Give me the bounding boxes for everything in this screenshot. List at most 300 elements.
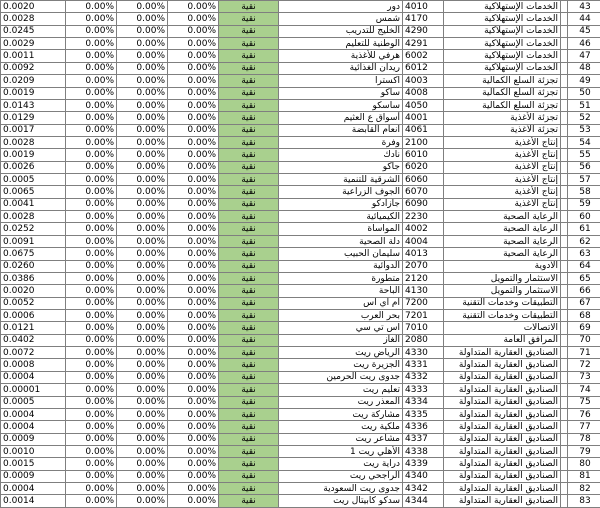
percent-cell-3[interactable]: 0.00% [168, 272, 219, 284]
sector-cell[interactable]: الخدمات الإستهلاكية [444, 13, 561, 25]
percent-cell-3[interactable]: 0.00% [168, 297, 219, 309]
row-number-cell[interactable]: 66 [568, 285, 600, 297]
percent-cell-2[interactable]: 0.00% [117, 347, 168, 359]
row-number-cell[interactable]: 47 [568, 50, 600, 62]
percent-cell-3[interactable]: 0.00% [168, 38, 219, 50]
company-code-cell[interactable]: 4061 [403, 124, 444, 136]
percent-cell-3[interactable]: 0.00% [168, 136, 219, 148]
percent-cell-3[interactable]: 0.00% [168, 421, 219, 433]
column-gap[interactable] [561, 136, 568, 148]
sector-cell[interactable]: الرعاية الصحية [444, 248, 561, 260]
company-name-cell[interactable]: أسواق ع العثيم [279, 112, 403, 124]
percent-cell-2[interactable]: 0.00% [117, 483, 168, 495]
percent-cell-1[interactable]: 0.00% [66, 1, 117, 13]
percent-cell-1[interactable]: 0.00% [66, 322, 117, 334]
ratio-cell[interactable]: 0.0143 [1, 99, 66, 111]
status-cell[interactable]: نقية [219, 50, 279, 62]
sector-cell[interactable]: إنتاج الأغذية [444, 149, 561, 161]
row-number-cell[interactable]: 82 [568, 483, 600, 495]
percent-cell-3[interactable]: 0.00% [168, 186, 219, 198]
column-gap[interactable] [561, 384, 568, 396]
ratio-cell[interactable]: 0.0091 [1, 235, 66, 247]
row-number-cell[interactable]: 63 [568, 248, 600, 260]
percent-cell-2[interactable]: 0.00% [117, 223, 168, 235]
percent-cell-2[interactable]: 0.00% [117, 334, 168, 346]
ratio-cell[interactable]: 0.0008 [1, 359, 66, 371]
percent-cell-2[interactable]: 0.00% [117, 198, 168, 210]
percent-cell-3[interactable]: 0.00% [168, 174, 219, 186]
status-cell[interactable]: نقية [219, 371, 279, 383]
percent-cell-3[interactable]: 0.00% [168, 161, 219, 173]
ratio-cell[interactable]: 0.0015 [1, 458, 66, 470]
sector-cell[interactable]: التطبيقات وخدمات التقنية [444, 297, 561, 309]
ratio-cell[interactable]: 0.0020 [1, 1, 66, 13]
company-code-cell[interactable]: 7201 [403, 309, 444, 321]
percent-cell-1[interactable]: 0.00% [66, 396, 117, 408]
percent-cell-3[interactable]: 0.00% [168, 445, 219, 457]
sector-cell[interactable]: تجزئة السلع الكمالية [444, 87, 561, 99]
percent-cell-1[interactable]: 0.00% [66, 371, 117, 383]
column-gap[interactable] [561, 347, 568, 359]
percent-cell-1[interactable]: 0.00% [66, 347, 117, 359]
company-code-cell[interactable]: 7200 [403, 297, 444, 309]
status-cell[interactable]: نقية [219, 136, 279, 148]
company-code-cell[interactable]: 4290 [403, 25, 444, 37]
row-number-cell[interactable]: 65 [568, 272, 600, 284]
company-code-cell[interactable]: 4335 [403, 408, 444, 420]
company-name-cell[interactable]: الوطنية للتعليم [279, 38, 403, 50]
company-name-cell[interactable]: ام آي اس [279, 297, 403, 309]
row-number-cell[interactable]: 79 [568, 445, 600, 457]
percent-cell-2[interactable]: 0.00% [117, 309, 168, 321]
row-number-cell[interactable]: 64 [568, 260, 600, 272]
company-name-cell[interactable]: شمس [279, 13, 403, 25]
status-cell[interactable]: نقية [219, 38, 279, 50]
company-name-cell[interactable]: جازادكو [279, 198, 403, 210]
company-name-cell[interactable]: جدوى ريت الحرمين [279, 371, 403, 383]
sector-cell[interactable]: الخدمات الإستهلاكية [444, 50, 561, 62]
row-number-cell[interactable]: 83 [568, 495, 600, 507]
row-number-cell[interactable]: 62 [568, 235, 600, 247]
ratio-cell[interactable]: 0.0029 [1, 38, 66, 50]
row-number-cell[interactable]: 52 [568, 112, 600, 124]
sector-cell[interactable]: الصناديق العقارية المتداولة [444, 433, 561, 445]
percent-cell-1[interactable]: 0.00% [66, 309, 117, 321]
percent-cell-3[interactable]: 0.00% [168, 25, 219, 37]
ratio-cell[interactable]: 0.0041 [1, 198, 66, 210]
percent-cell-3[interactable]: 0.00% [168, 260, 219, 272]
percent-cell-1[interactable]: 0.00% [66, 87, 117, 99]
sector-cell[interactable]: الصناديق العقارية المتداولة [444, 495, 561, 507]
percent-cell-3[interactable]: 0.00% [168, 248, 219, 260]
percent-cell-1[interactable]: 0.00% [66, 186, 117, 198]
ratio-cell[interactable]: 0.00001 [1, 384, 66, 396]
company-name-cell[interactable]: الراجحي ريت [279, 470, 403, 482]
column-gap[interactable] [561, 112, 568, 124]
percent-cell-3[interactable]: 0.00% [168, 309, 219, 321]
column-gap[interactable] [561, 38, 568, 50]
company-name-cell[interactable]: نادك [279, 149, 403, 161]
company-name-cell[interactable]: ملكية ريت [279, 421, 403, 433]
row-number-cell[interactable]: 77 [568, 421, 600, 433]
company-name-cell[interactable]: جدوى ريت السعودية [279, 483, 403, 495]
percent-cell-1[interactable]: 0.00% [66, 149, 117, 161]
percent-cell-2[interactable]: 0.00% [117, 136, 168, 148]
status-cell[interactable]: نقية [219, 1, 279, 13]
company-name-cell[interactable]: تعليم ريت [279, 384, 403, 396]
sector-cell[interactable]: تجزئة السلع الكمالية [444, 75, 561, 87]
percent-cell-2[interactable]: 0.00% [117, 272, 168, 284]
row-number-cell[interactable]: 55 [568, 149, 600, 161]
row-number-cell[interactable]: 71 [568, 347, 600, 359]
ratio-cell[interactable]: 0.0004 [1, 371, 66, 383]
company-name-cell[interactable]: سليمان الحبيب [279, 248, 403, 260]
column-gap[interactable] [561, 421, 568, 433]
percent-cell-1[interactable]: 0.00% [66, 223, 117, 235]
percent-cell-2[interactable]: 0.00% [117, 408, 168, 420]
status-cell[interactable]: نقية [219, 359, 279, 371]
sector-cell[interactable]: الخدمات الإستهلاكية [444, 38, 561, 50]
ratio-cell[interactable]: 0.0009 [1, 433, 66, 445]
sector-cell[interactable]: الرعاية الصحية [444, 223, 561, 235]
row-number-cell[interactable]: 67 [568, 297, 600, 309]
row-number-cell[interactable]: 54 [568, 136, 600, 148]
row-number-cell[interactable]: 44 [568, 13, 600, 25]
column-gap[interactable] [561, 186, 568, 198]
row-number-cell[interactable]: 72 [568, 359, 600, 371]
percent-cell-2[interactable]: 0.00% [117, 1, 168, 13]
sector-cell[interactable]: تجزئة الأغذية [444, 112, 561, 124]
company-code-cell[interactable]: 6002 [403, 50, 444, 62]
company-code-cell[interactable]: 4340 [403, 470, 444, 482]
row-number-cell[interactable]: 51 [568, 99, 600, 111]
percent-cell-3[interactable]: 0.00% [168, 1, 219, 13]
sector-cell[interactable]: الصناديق العقارية المتداولة [444, 384, 561, 396]
column-gap[interactable] [561, 309, 568, 321]
sector-cell[interactable]: الصناديق العقارية المتداولة [444, 458, 561, 470]
sector-cell[interactable]: الصناديق العقارية المتداولة [444, 483, 561, 495]
percent-cell-2[interactable]: 0.00% [117, 384, 168, 396]
company-name-cell[interactable]: الغاز [279, 334, 403, 346]
column-gap[interactable] [561, 470, 568, 482]
percent-cell-2[interactable]: 0.00% [117, 13, 168, 25]
percent-cell-3[interactable]: 0.00% [168, 198, 219, 210]
percent-cell-3[interactable]: 0.00% [168, 62, 219, 74]
percent-cell-3[interactable]: 0.00% [168, 384, 219, 396]
row-number-cell[interactable]: 73 [568, 371, 600, 383]
column-gap[interactable] [561, 483, 568, 495]
company-code-cell[interactable]: 4010 [403, 1, 444, 13]
sector-cell[interactable]: الخدمات الإستهلاكية [444, 25, 561, 37]
percent-cell-3[interactable]: 0.00% [168, 124, 219, 136]
company-code-cell[interactable]: 6020 [403, 161, 444, 173]
column-gap[interactable] [561, 495, 568, 507]
status-cell[interactable]: نقية [219, 433, 279, 445]
company-name-cell[interactable]: الجزيرة ريت [279, 359, 403, 371]
percent-cell-1[interactable]: 0.00% [66, 433, 117, 445]
percent-cell-1[interactable]: 0.00% [66, 174, 117, 186]
company-name-cell[interactable]: ساسكو [279, 99, 403, 111]
column-gap[interactable] [561, 198, 568, 210]
company-name-cell[interactable]: دور [279, 1, 403, 13]
percent-cell-3[interactable]: 0.00% [168, 211, 219, 223]
sector-cell[interactable]: الاتصالات [444, 322, 561, 334]
row-number-cell[interactable]: 45 [568, 25, 600, 37]
ratio-cell[interactable]: 0.0028 [1, 211, 66, 223]
percent-cell-2[interactable]: 0.00% [117, 285, 168, 297]
percent-cell-2[interactable]: 0.00% [117, 211, 168, 223]
ratio-cell[interactable]: 0.0386 [1, 272, 66, 284]
company-name-cell[interactable]: جاكو [279, 161, 403, 173]
company-code-cell[interactable]: 4338 [403, 445, 444, 457]
column-gap[interactable] [561, 433, 568, 445]
company-code-cell[interactable]: 4130 [403, 285, 444, 297]
status-cell[interactable]: نقية [219, 25, 279, 37]
company-name-cell[interactable]: دلة الصحية [279, 235, 403, 247]
sector-cell[interactable]: إنتاج الأغذية [444, 136, 561, 148]
status-cell[interactable]: نقية [219, 161, 279, 173]
company-code-cell[interactable]: 4170 [403, 13, 444, 25]
company-code-cell[interactable]: 4342 [403, 483, 444, 495]
percent-cell-1[interactable]: 0.00% [66, 334, 117, 346]
percent-cell-3[interactable]: 0.00% [168, 112, 219, 124]
sector-cell[interactable]: الاستثمار والتمويل [444, 272, 561, 284]
ratio-cell[interactable]: 0.0010 [1, 445, 66, 457]
company-code-cell[interactable]: 4050 [403, 99, 444, 111]
percent-cell-3[interactable]: 0.00% [168, 235, 219, 247]
ratio-cell[interactable]: 0.0260 [1, 260, 66, 272]
percent-cell-3[interactable]: 0.00% [168, 87, 219, 99]
ratio-cell[interactable]: 0.0009 [1, 470, 66, 482]
percent-cell-3[interactable]: 0.00% [168, 99, 219, 111]
percent-cell-1[interactable]: 0.00% [66, 50, 117, 62]
column-gap[interactable] [561, 99, 568, 111]
ratio-cell[interactable]: 0.0092 [1, 62, 66, 74]
status-cell[interactable]: نقية [219, 211, 279, 223]
column-gap[interactable] [561, 297, 568, 309]
status-cell[interactable]: نقية [219, 260, 279, 272]
row-number-cell[interactable]: 80 [568, 458, 600, 470]
column-gap[interactable] [561, 445, 568, 457]
percent-cell-1[interactable]: 0.00% [66, 112, 117, 124]
column-gap[interactable] [561, 87, 568, 99]
company-code-cell[interactable]: 6090 [403, 198, 444, 210]
status-cell[interactable]: نقية [219, 347, 279, 359]
sector-cell[interactable]: إنتاج الأغذية [444, 186, 561, 198]
percent-cell-3[interactable]: 0.00% [168, 371, 219, 383]
company-code-cell[interactable]: 4337 [403, 433, 444, 445]
column-gap[interactable] [561, 371, 568, 383]
percent-cell-1[interactable]: 0.00% [66, 272, 117, 284]
row-number-cell[interactable]: 76 [568, 408, 600, 420]
percent-cell-1[interactable]: 0.00% [66, 470, 117, 482]
percent-cell-1[interactable]: 0.00% [66, 62, 117, 74]
status-cell[interactable]: نقية [219, 297, 279, 309]
percent-cell-2[interactable]: 0.00% [117, 371, 168, 383]
sector-cell[interactable]: تجزئة الأغذية [444, 124, 561, 136]
status-cell[interactable]: نقية [219, 223, 279, 235]
percent-cell-3[interactable]: 0.00% [168, 359, 219, 371]
company-code-cell[interactable]: 6060 [403, 174, 444, 186]
row-number-cell[interactable]: 56 [568, 161, 600, 173]
ratio-cell[interactable]: 0.0245 [1, 25, 66, 37]
row-number-cell[interactable]: 74 [568, 384, 600, 396]
ratio-cell[interactable]: 0.0004 [1, 483, 66, 495]
column-gap[interactable] [561, 285, 568, 297]
status-cell[interactable]: نقية [219, 149, 279, 161]
row-number-cell[interactable]: 58 [568, 186, 600, 198]
company-code-cell[interactable]: 6012 [403, 62, 444, 74]
percent-cell-2[interactable]: 0.00% [117, 495, 168, 507]
percent-cell-3[interactable]: 0.00% [168, 483, 219, 495]
company-name-cell[interactable]: الشرقية للتنمية [279, 174, 403, 186]
row-number-cell[interactable]: 50 [568, 87, 600, 99]
percent-cell-3[interactable]: 0.00% [168, 408, 219, 420]
percent-cell-1[interactable]: 0.00% [66, 211, 117, 223]
percent-cell-1[interactable]: 0.00% [66, 198, 117, 210]
ratio-cell[interactable]: 0.0028 [1, 136, 66, 148]
percent-cell-1[interactable]: 0.00% [66, 99, 117, 111]
sector-cell[interactable]: الرعاية الصحية [444, 235, 561, 247]
sector-cell[interactable]: إنتاج الأغذية [444, 161, 561, 173]
column-gap[interactable] [561, 359, 568, 371]
row-number-cell[interactable]: 78 [568, 433, 600, 445]
percent-cell-1[interactable]: 0.00% [66, 75, 117, 87]
row-number-cell[interactable]: 70 [568, 334, 600, 346]
status-cell[interactable]: نقية [219, 334, 279, 346]
ratio-cell[interactable]: 0.0011 [1, 50, 66, 62]
company-name-cell[interactable]: أنعام القابضة [279, 124, 403, 136]
row-number-cell[interactable]: 43 [568, 1, 600, 13]
percent-cell-2[interactable]: 0.00% [117, 297, 168, 309]
row-number-cell[interactable]: 46 [568, 38, 600, 50]
company-code-cell[interactable]: 4339 [403, 458, 444, 470]
percent-cell-3[interactable]: 0.00% [168, 396, 219, 408]
company-name-cell[interactable]: مشاركة ريت [279, 408, 403, 420]
company-name-cell[interactable]: مشاعر ريت [279, 433, 403, 445]
ratio-cell[interactable]: 0.0065 [1, 186, 66, 198]
percent-cell-3[interactable]: 0.00% [168, 334, 219, 346]
status-cell[interactable]: نقية [219, 483, 279, 495]
sector-cell[interactable]: الصناديق العقارية المتداولة [444, 470, 561, 482]
sector-cell[interactable]: إنتاج الأغذية [444, 174, 561, 186]
percent-cell-2[interactable]: 0.00% [117, 322, 168, 334]
percent-cell-2[interactable]: 0.00% [117, 359, 168, 371]
sector-cell[interactable]: الخدمات الإستهلاكية [444, 1, 561, 13]
status-cell[interactable]: نقية [219, 99, 279, 111]
percent-cell-3[interactable]: 0.00% [168, 285, 219, 297]
percent-cell-3[interactable]: 0.00% [168, 495, 219, 507]
percent-cell-2[interactable]: 0.00% [117, 260, 168, 272]
column-gap[interactable] [561, 396, 568, 408]
company-code-cell[interactable]: 6070 [403, 186, 444, 198]
row-number-cell[interactable]: 60 [568, 211, 600, 223]
percent-cell-1[interactable]: 0.00% [66, 124, 117, 136]
percent-cell-2[interactable]: 0.00% [117, 186, 168, 198]
status-cell[interactable]: نقية [219, 309, 279, 321]
company-code-cell[interactable]: 2080 [403, 334, 444, 346]
company-name-cell[interactable]: المعذر ريت [279, 396, 403, 408]
percent-cell-3[interactable]: 0.00% [168, 223, 219, 235]
company-code-cell[interactable]: 4002 [403, 223, 444, 235]
percent-cell-3[interactable]: 0.00% [168, 149, 219, 161]
status-cell[interactable]: نقية [219, 396, 279, 408]
company-code-cell[interactable]: 4291 [403, 38, 444, 50]
status-cell[interactable]: نقية [219, 322, 279, 334]
percent-cell-2[interactable]: 0.00% [117, 25, 168, 37]
company-name-cell[interactable]: ريدان الغذائية [279, 62, 403, 74]
company-code-cell[interactable]: 4330 [403, 347, 444, 359]
status-cell[interactable]: نقية [219, 112, 279, 124]
company-name-cell[interactable]: الدوائية [279, 260, 403, 272]
status-cell[interactable]: نقية [219, 62, 279, 74]
percent-cell-2[interactable]: 0.00% [117, 458, 168, 470]
ratio-cell[interactable]: 0.0014 [1, 495, 66, 507]
ratio-cell[interactable]: 0.0028 [1, 13, 66, 25]
company-code-cell[interactable]: 7010 [403, 322, 444, 334]
percent-cell-2[interactable]: 0.00% [117, 62, 168, 74]
column-gap[interactable] [561, 458, 568, 470]
company-code-cell[interactable]: 4332 [403, 371, 444, 383]
percent-cell-2[interactable]: 0.00% [117, 99, 168, 111]
percent-cell-1[interactable]: 0.00% [66, 260, 117, 272]
row-number-cell[interactable]: 68 [568, 309, 600, 321]
status-cell[interactable]: نقية [219, 13, 279, 25]
sector-cell[interactable]: التطبيقات وخدمات التقنية [444, 309, 561, 321]
column-gap[interactable] [561, 124, 568, 136]
ratio-cell[interactable]: 0.0019 [1, 87, 66, 99]
column-gap[interactable] [561, 149, 568, 161]
sector-cell[interactable]: الصناديق العقارية المتداولة [444, 445, 561, 457]
percent-cell-3[interactable]: 0.00% [168, 13, 219, 25]
percent-cell-1[interactable]: 0.00% [66, 25, 117, 37]
company-name-cell[interactable]: اس تي سي [279, 322, 403, 334]
row-number-cell[interactable]: 59 [568, 198, 600, 210]
company-code-cell[interactable]: 4336 [403, 421, 444, 433]
company-code-cell[interactable]: 4331 [403, 359, 444, 371]
status-cell[interactable]: نقية [219, 408, 279, 420]
company-code-cell[interactable]: 4004 [403, 235, 444, 247]
percent-cell-2[interactable]: 0.00% [117, 174, 168, 186]
row-number-cell[interactable]: 61 [568, 223, 600, 235]
company-code-cell[interactable]: 4334 [403, 396, 444, 408]
sector-cell[interactable]: الرعاية الصحية [444, 211, 561, 223]
column-gap[interactable] [561, 161, 568, 173]
ratio-cell[interactable]: 0.0209 [1, 75, 66, 87]
column-gap[interactable] [561, 50, 568, 62]
status-cell[interactable]: نقية [219, 458, 279, 470]
sector-cell[interactable]: إنتاج الأغذية [444, 198, 561, 210]
column-gap[interactable] [561, 1, 568, 13]
company-name-cell[interactable]: هرفي للأغذية [279, 50, 403, 62]
company-name-cell[interactable]: المواساة [279, 223, 403, 235]
percent-cell-1[interactable]: 0.00% [66, 495, 117, 507]
company-name-cell[interactable]: اكسترا [279, 75, 403, 87]
percent-cell-1[interactable]: 0.00% [66, 483, 117, 495]
status-cell[interactable]: نقية [219, 124, 279, 136]
percent-cell-2[interactable]: 0.00% [117, 396, 168, 408]
ratio-cell[interactable]: 0.0402 [1, 334, 66, 346]
sector-cell[interactable]: الصناديق العقارية المتداولة [444, 408, 561, 420]
ratio-cell[interactable]: 0.0004 [1, 421, 66, 433]
percent-cell-1[interactable]: 0.00% [66, 408, 117, 420]
percent-cell-2[interactable]: 0.00% [117, 50, 168, 62]
percent-cell-1[interactable]: 0.00% [66, 384, 117, 396]
company-name-cell[interactable]: الباحة [279, 285, 403, 297]
percent-cell-3[interactable]: 0.00% [168, 322, 219, 334]
percent-cell-2[interactable]: 0.00% [117, 75, 168, 87]
company-code-cell[interactable]: 4344 [403, 495, 444, 507]
